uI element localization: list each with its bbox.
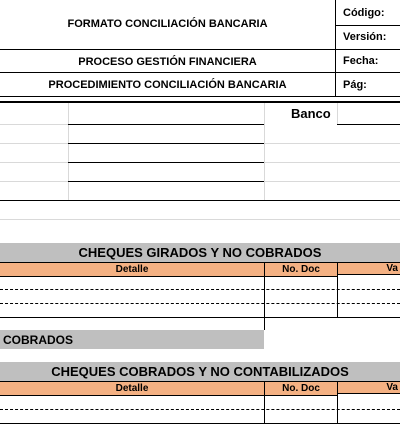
input-line: [68, 162, 264, 163]
pag-label: Pág:: [343, 79, 367, 91]
col-divider: [337, 381, 338, 396]
process-name: PROCESO GESTIÓN FINANCIERA: [78, 55, 257, 68]
section-title-cobrados: CHEQUES COBRADOS Y NO CONTABILIZADOS: [0, 362, 400, 381]
total-row-label: COBRADOS: [0, 330, 264, 349]
fecha-label: Fecha:: [343, 55, 379, 67]
grid-line: [0, 181, 68, 182]
col-divider: [264, 262, 265, 277]
input-line: [68, 143, 264, 144]
col-divider: [264, 381, 265, 396]
table-row-line: [0, 303, 400, 304]
col-divider: [337, 395, 338, 424]
section-title-giros: CHEQUES GIRADOS Y NO COBRADOS: [0, 243, 400, 262]
table-row-line: [0, 289, 400, 290]
grid-line: [337, 103, 338, 125]
grid-line: [0, 143, 68, 144]
document-title: FORMATO CONCILIACIÓN BANCARIA: [67, 18, 268, 30]
grid-line: [264, 181, 400, 182]
grid-line: [68, 103, 69, 200]
input-line: [68, 124, 264, 125]
col-valor: Va: [338, 262, 400, 275]
header-bottom-border: [0, 101, 400, 103]
col-detalle: Detalle: [0, 262, 264, 277]
header-rule: [0, 49, 400, 50]
grid-line: [0, 162, 68, 163]
col-valor: Va: [338, 381, 400, 394]
col-divider: [337, 262, 338, 277]
bank-label: Banco: [291, 106, 331, 121]
input-line: [68, 181, 264, 182]
header-rule: [335, 25, 400, 26]
grid-line: [264, 103, 265, 200]
bank-input-line: [337, 124, 400, 125]
table-row-line: [0, 409, 400, 410]
col-divider: [337, 276, 338, 318]
col-nodoc: No. Doc: [265, 262, 337, 277]
grid-line: [0, 219, 400, 220]
col-detalle: Detalle: [0, 381, 264, 396]
col-divider: [264, 395, 265, 424]
col-nodoc: No. Doc: [265, 381, 337, 396]
grid-line: [264, 143, 400, 144]
table-row-line: [0, 317, 400, 318]
header-rule: [0, 72, 400, 73]
grid-line: [264, 162, 400, 163]
col-divider: [264, 276, 265, 330]
version-label: Versión:: [343, 31, 387, 43]
header-rule: [0, 96, 400, 97]
grid-line: [0, 124, 68, 125]
codigo-label: Código:: [343, 7, 385, 19]
info-rule: [0, 200, 400, 201]
procedure-name: PROCEDIMIENTO CONCILIACIÓN BANCARIA: [48, 79, 287, 91]
